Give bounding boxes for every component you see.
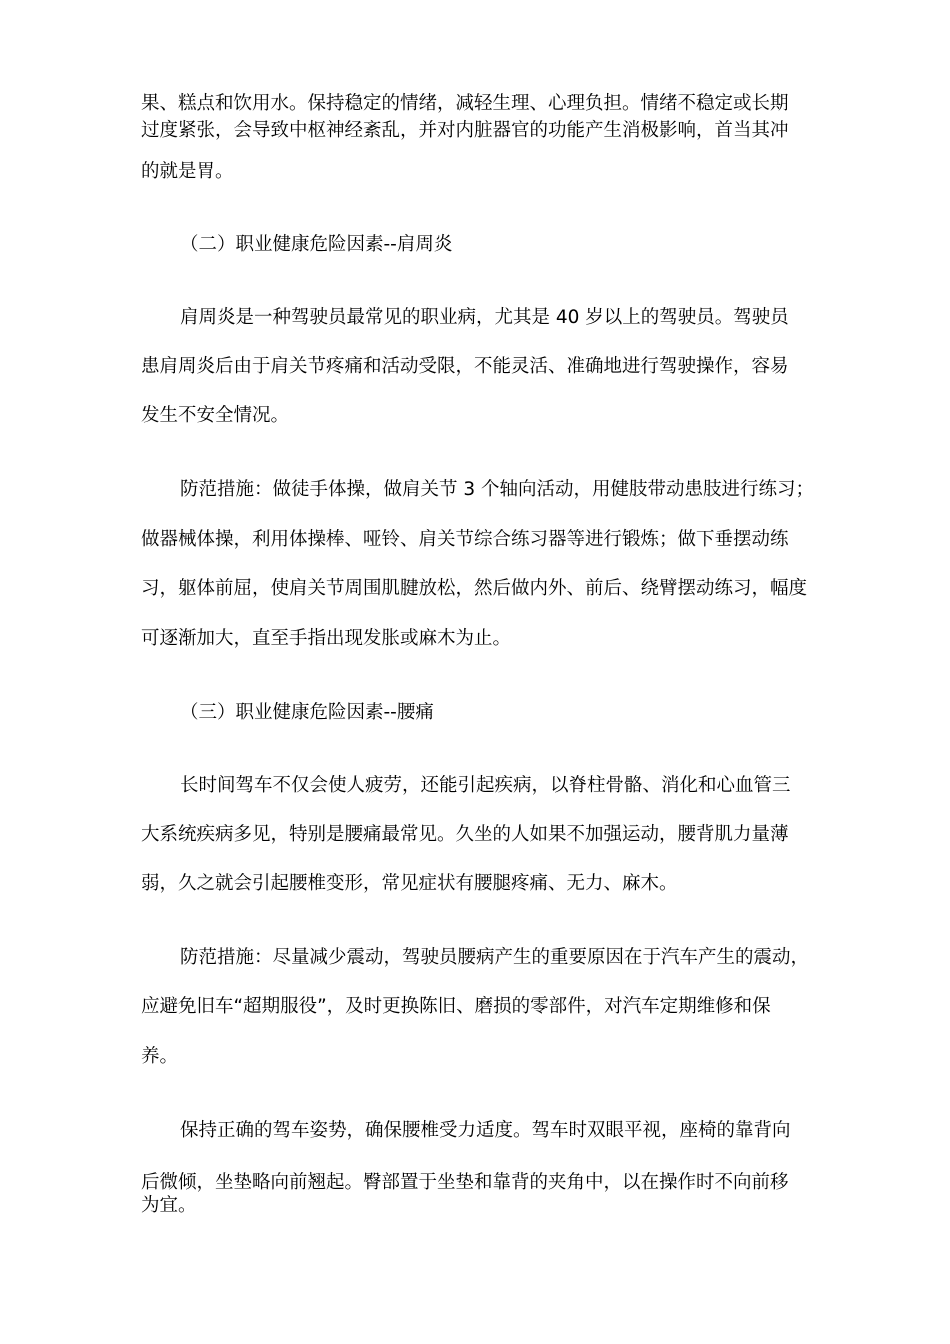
text-line: 应避免旧车“超期服役”，及时更换陈旧、磨损的零部件，对汽车定期维修和保 [141, 996, 771, 1017]
section-heading: （二）职业健康危险因素--肩周炎 [180, 234, 453, 255]
text-line: 发生不安全情况。 [141, 405, 290, 426]
text-line: 做器械体操，利用体操棒、哑铃、肩关节综合练习器等进行锻炼；做下垂摆动练 [141, 529, 789, 550]
text-line: 肩周炎是一种驾驶员最常见的职业病，尤其是 40 岁以上的驾驶员。驾驶员 [180, 307, 789, 328]
text-line: 习，躯体前屈，使肩关节周围肌腱放松，然后做内外、前后、绕臂摆动练习，幅度 [141, 578, 808, 599]
text-line: 的就是胃。 [141, 161, 234, 182]
text-line: 长时间驾车不仅会使人疲劳，还能引起疾病，以脊柱骨骼、消化和心血管三 [180, 775, 791, 796]
text-line: 可逐渐加大，直至手指出现发胀或麻木为止。 [141, 628, 512, 649]
text-line: 防范措施：尽量减少震动，驾驶员腰病产生的重要原因在于汽车产生的震动， [180, 947, 810, 968]
text-line: 弱，久之就会引起腰椎变形，常见症状有腰腿疼痛、无力、麻木。 [141, 873, 678, 894]
text-line: 养。 [141, 1046, 179, 1067]
text-line: 患肩周炎后由于肩关节疼痛和活动受限，不能灵活、准确地进行驾驶操作，容易 [141, 356, 789, 377]
text-line: 大系统疾病多见，特别是腰痛最常见。久坐的人如果不加强运动，腰背肌力量薄 [141, 824, 789, 845]
section-heading: （三）职业健康危险因素--腰痛 [180, 702, 434, 723]
text-line: 保持正确的驾车姿势，确保腰椎受力适度。驾车时双眼平视，座椅的靠背向 [180, 1120, 791, 1141]
text-line: 过度紧张，会导致中枢神经紊乱，并对内脏器官的功能产生消极影响，首当其冲 [141, 120, 789, 141]
text-line: 果、糕点和饮用水。保持稳定的情绪，减轻生理、心理负担。情绪不稳定或长期 [141, 93, 789, 114]
text-line: 防范措施：做徒手体操，做肩关节 3 个轴向活动，用健肢带动患肢进行练习； [180, 479, 815, 500]
text-line: 后微倾，坐垫略向前翘起。臀部置于坐垫和靠背的夹角中，以在操作时不向前移 [141, 1172, 789, 1193]
text-line: 为宜。 [141, 1195, 197, 1216]
